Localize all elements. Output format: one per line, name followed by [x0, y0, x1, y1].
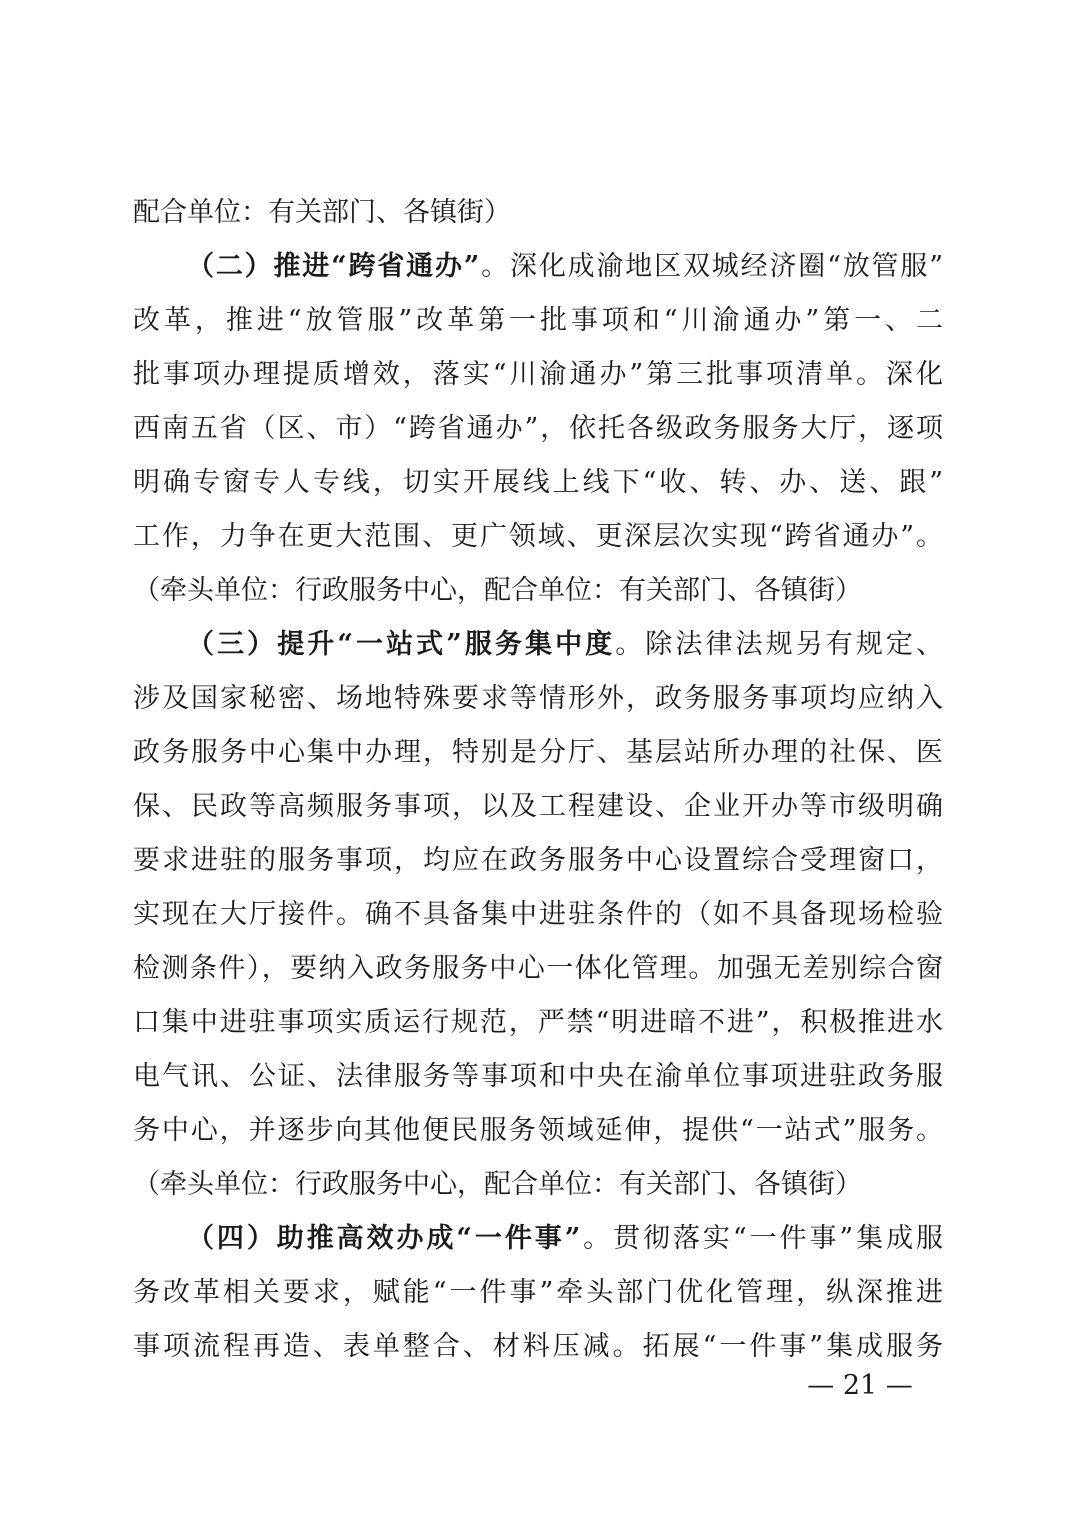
line-text: 电气讯、公证、法律服务等事项和中央在渝单位事项进驻政务服	[133, 1061, 943, 1092]
body-line	[133, 301, 943, 341]
body-line	[133, 949, 943, 989]
body-line	[133, 463, 943, 503]
line-text: 务中心，并逐步向其他便民服务领域延伸，提供“一站式”服务。	[133, 1115, 943, 1146]
body-line	[133, 409, 943, 449]
body-line	[133, 1057, 943, 1097]
body-line	[133, 787, 943, 827]
line-text: 。除法律法规另有规定、	[615, 629, 944, 660]
body-line	[133, 841, 943, 881]
line-text: 事项流程再造、表单整合、材料压减。拓展“一件事”集成服务	[133, 1331, 943, 1362]
body-line	[133, 1273, 943, 1313]
body-line	[133, 1327, 943, 1367]
section-heading: （三）提升“一站式”服务集中度	[187, 629, 616, 660]
body-line	[133, 1003, 943, 1043]
body-line	[133, 193, 943, 233]
line-text: 配合单位：有关部门、各镇街）	[133, 197, 511, 228]
line-text: 工作，力争在更大范围、更广领域、更深层次实现“跨省通办”。	[133, 521, 943, 552]
section-heading-line	[187, 625, 943, 665]
line-text: （牵头单位：行政服务中心，配合单位：有关部门、各镇街）	[133, 1169, 862, 1200]
section-heading: （二）推进“跨省通办”	[187, 251, 480, 282]
body-line	[133, 517, 943, 557]
body-line	[133, 355, 943, 395]
section-heading-line	[187, 247, 943, 287]
line-text: 涉及国家秘密、场地特殊要求等情形外，政务服务事项均应纳入	[133, 683, 943, 714]
line-text: 西南五省（区、市）“跨省通办”，依托各级政务服务大厅，逐项	[133, 413, 943, 444]
line-text: 实现在大厅接件。确不具备集中进驻条件的（如不具备现场检验	[133, 899, 943, 930]
line-text: 。贯彻落实“一件事”集成服	[580, 1223, 944, 1254]
line-text: 口集中进驻事项实质运行规范，严禁“明进暗不进”，积极推进水	[133, 1007, 943, 1038]
line-text: （牵头单位：行政服务中心，配合单位：有关部门、各镇街）	[133, 575, 862, 606]
line-text: 。深化成渝地区双城经济圈“放管服”	[479, 251, 944, 282]
body-line	[133, 1111, 943, 1151]
body-line	[133, 571, 943, 611]
line-text: 保、民政等高频服务事项，以及工程建设、企业开办等市级明确	[133, 791, 943, 822]
line-text: 批事项办理提质增效，落实“川渝通办”第三批事项清单。深化	[133, 359, 943, 390]
body-line	[133, 733, 943, 773]
body-line	[133, 679, 943, 719]
section-heading: （四）助推高效办成“一件事”	[187, 1223, 581, 1254]
body-line	[133, 1165, 943, 1205]
line-text: 检测条件），要纳入政务服务中心一体化管理。加强无差别综合窗	[133, 953, 943, 984]
body-line	[133, 895, 943, 935]
line-text: 政务服务中心集中办理，特别是分厅、基层站所办理的社保、医	[133, 737, 943, 768]
page-number: — 21 —	[807, 1370, 913, 1401]
line-text: 明确专窗专人专线，切实开展线上线下“收、转、办、送、跟”	[133, 467, 943, 498]
line-text: 要求进驻的服务事项，均应在政务服务中心设置综合受理窗口，	[133, 845, 943, 876]
line-text: 改革，推进“放管服”改革第一批事项和“川渝通办”第一、二	[133, 305, 943, 336]
line-text: 务改革相关要求，赋能“一件事”牵头部门优化管理，纵深推进	[133, 1277, 943, 1308]
section-heading-line	[187, 1219, 943, 1259]
